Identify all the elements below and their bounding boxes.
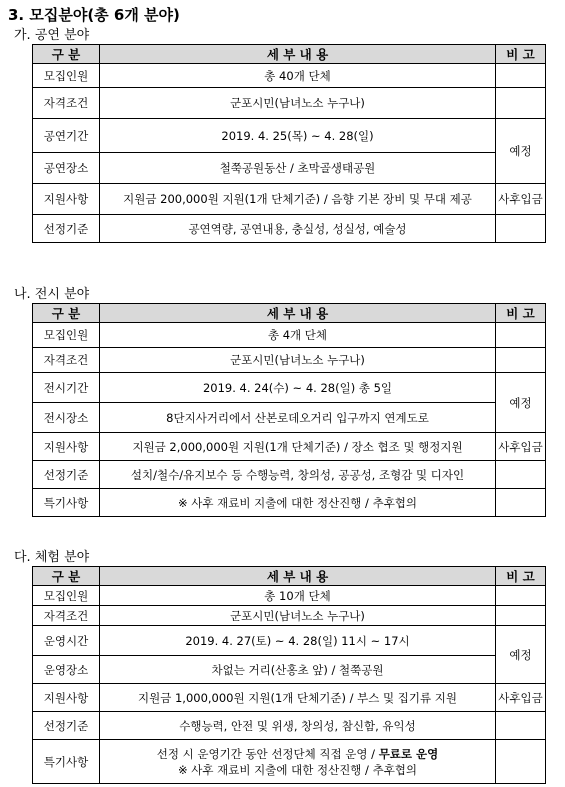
remark-empty	[496, 489, 546, 517]
remark-empty	[496, 323, 546, 348]
page-title: 3. 모집분야(총 6개 분야)	[8, 6, 180, 24]
remark-payment: 사후입금	[496, 684, 546, 712]
row-detail: 철쭉공원동산 / 초막골생태공원	[100, 153, 496, 184]
remark-empty	[496, 348, 546, 373]
row-label: 모집인원	[33, 323, 100, 348]
row-detail: 총 4개 단체	[100, 323, 496, 348]
row-detail: 설치/철수/유지보수 등 수행능력, 창의성, 공공성, 조형감 및 디자인	[100, 461, 496, 489]
exhibition-table	[32, 303, 546, 517]
header-remarks: 비 고	[496, 567, 546, 586]
row-detail: 지원금 1,000,000원 지원(1개 단체기준) / 부스 및 집기류 지원	[100, 684, 496, 712]
experience-table	[32, 566, 546, 784]
header-category: 구 분	[33, 45, 100, 64]
remark-schedule: 예정	[496, 119, 546, 184]
row-label: 자격조건	[33, 348, 100, 373]
header-category: 구 분	[33, 304, 100, 323]
row-label: 선정기준	[33, 215, 100, 243]
header-remarks: 비 고	[496, 45, 546, 64]
remark-empty	[496, 88, 546, 119]
row-detail: 2019. 4. 27(토) ~ 4. 28(일) 11시 ~ 17시	[100, 626, 496, 656]
remark-payment: 사후입금	[496, 184, 546, 215]
detail-line1	[157, 747, 439, 761]
row-label: 특기사항	[33, 489, 100, 517]
row-label: 모집인원	[33, 64, 100, 88]
row-detail-special	[100, 740, 496, 784]
row-label: 지원사항	[33, 184, 100, 215]
row-label: 운영장소	[33, 656, 100, 684]
row-label: 모집인원	[33, 586, 100, 606]
remark-empty	[496, 740, 546, 784]
remark-empty	[496, 712, 546, 740]
section-title-experience: 다. 체험 분야	[14, 550, 90, 565]
row-label: 자격조건	[33, 88, 100, 119]
row-label: 자격조건	[33, 606, 100, 626]
header-details: 세 부 내 용	[100, 567, 496, 586]
row-detail: 총 40개 단체	[100, 64, 496, 88]
remark-empty	[496, 215, 546, 243]
row-label: 특기사항	[33, 740, 100, 784]
header-category: 구 분	[33, 567, 100, 586]
row-label: 전시기간	[33, 373, 100, 403]
row-detail: 2019. 4. 25(목) ~ 4. 28(일)	[100, 119, 496, 153]
remark-empty	[496, 586, 546, 606]
row-label: 선정기준	[33, 712, 100, 740]
row-detail: 8단지사거리에서 산본로데오거리 입구까지 연계도로	[100, 403, 496, 433]
detail-text: 선정 시 운영기간 동안 선정단체 직접 운영 /	[156, 746, 379, 761]
section-title-performance: 가. 공연 분야	[14, 28, 90, 43]
section-title-exhibition: 나. 전시 분야	[14, 287, 90, 302]
header-details: 세 부 내 용	[100, 45, 496, 64]
row-detail: 군포시민(남녀노소 누구나)	[100, 348, 496, 373]
row-detail: 2019. 4. 24(수) ~ 4. 28(일) 총 5일	[100, 373, 496, 403]
row-label: 지원사항	[33, 684, 100, 712]
row-label: 공연장소	[33, 153, 100, 184]
remark-payment: 사후입금	[496, 433, 546, 461]
row-detail: 차없는 거리(산홍초 앞) / 철쭉공원	[100, 656, 496, 684]
row-label: 선정기준	[33, 461, 100, 489]
row-detail: 수행능력, 안전 및 위생, 창의성, 참신함, 유익성	[100, 712, 496, 740]
remark-schedule: 예정	[496, 626, 546, 684]
row-detail: 지원금 2,000,000원 지원(1개 단체기준) / 장소 협조 및 행정지원	[100, 433, 496, 461]
detail-line2: ※ 사후 재료비 지출에 대한 정산진행 / 추후협의	[177, 762, 418, 777]
row-label: 운영시간	[33, 626, 100, 656]
remark-empty	[496, 64, 546, 88]
header-details: 세 부 내 용	[100, 304, 496, 323]
row-label: 전시장소	[33, 403, 100, 433]
remark-schedule: 예정	[496, 373, 546, 433]
row-detail: 군포시민(남녀노소 누구나)	[100, 88, 496, 119]
header-remarks: 비 고	[496, 304, 546, 323]
row-label: 지원사항	[33, 433, 100, 461]
row-detail: ※ 사후 재료비 지출에 대한 정산진행 / 추후협의	[100, 489, 496, 517]
performance-table	[32, 44, 546, 243]
row-detail: 지원금 200,000원 지원(1개 단체기준) / 음향 기본 장비 및 무대 제공	[100, 184, 496, 215]
row-detail: 군포시민(남녀노소 누구나)	[100, 606, 496, 626]
row-detail: 공연역량, 공연내용, 충실성, 성실성, 예술성	[100, 215, 496, 243]
row-label: 공연기간	[33, 119, 100, 153]
remark-empty	[496, 606, 546, 626]
detail-bold-text: 무료로 운영	[378, 746, 439, 761]
row-detail: 총 10개 단체	[100, 586, 496, 606]
remark-empty	[496, 461, 546, 489]
